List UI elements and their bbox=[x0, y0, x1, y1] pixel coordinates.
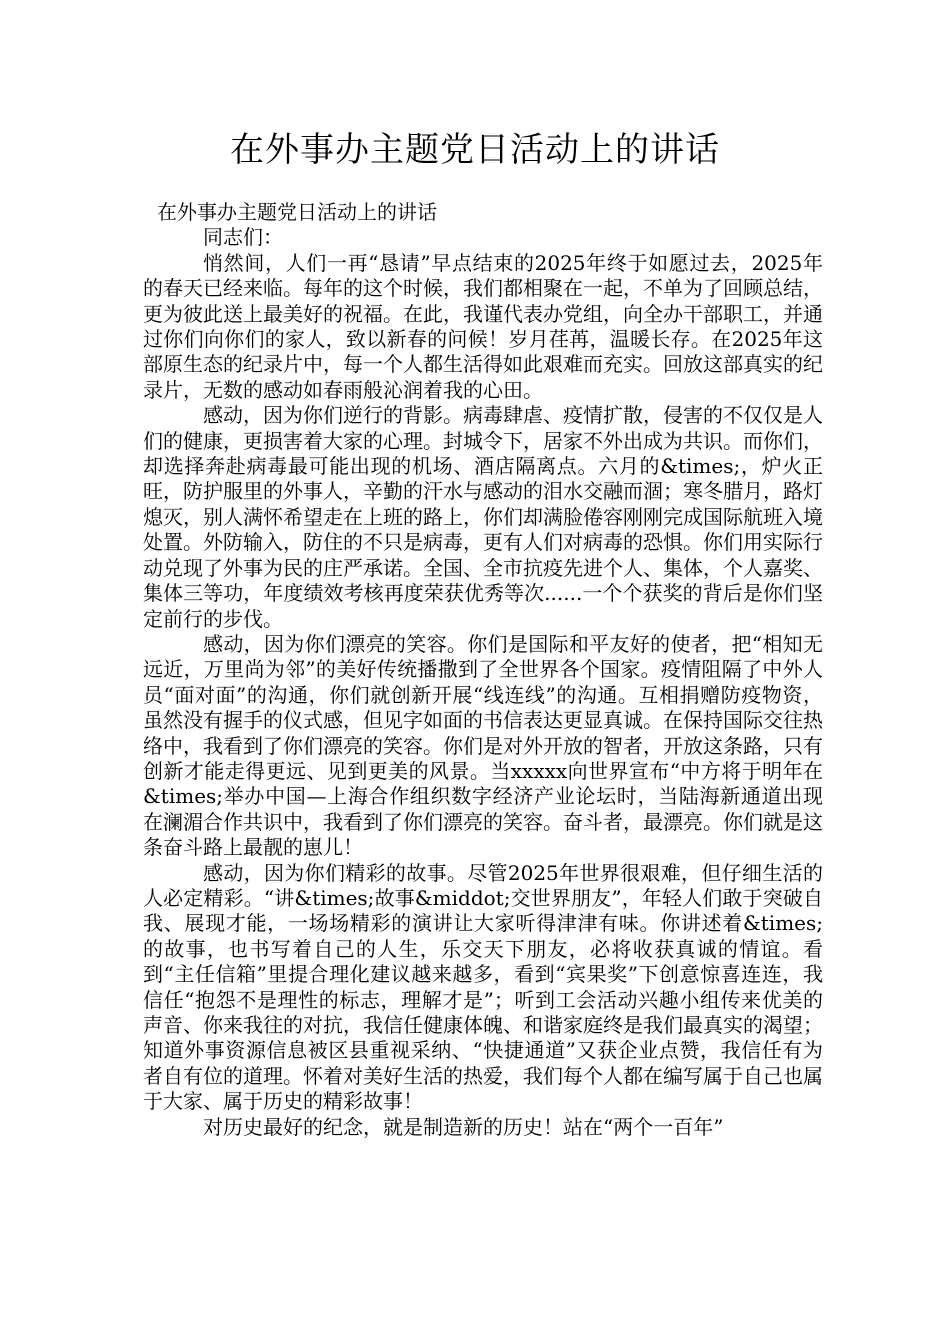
document-subtitle: 在外事办主题党日活动上的讲话 bbox=[157, 200, 437, 224]
paragraph-5: 对历史最好的纪念，就是制造新的历史！站在“两个一百年” bbox=[203, 1114, 724, 1139]
paragraph-2: 感动，因为你们逆行的背影。病毒肆虐、疫情扩散，侵害的不仅仅是人们的健康，更损害着大家的心理。封城令下，居家不外出成为共识。而你们，却选择奔赴病毒最可能出现的机场、酒店隔离点。六月的&times;，炉火正旺，防护服里的外事人，辛勤的汗水与感动的泪水交融而涸；寒冬腊月，路灯熄灭，别人满怀希望走在上班的路上，你们却满脸倦容刚刚完成国际航班入境处置。外防输入，防住的不只是病毒，更有人们对病毒的恐惧。你们用实际行动兑现了外事为民的庄严承诺。全国、全市抗疫先进个人、集体，个人嘉奖、集体三等功，年度绩效考核再度荣获优秀等次......一个个获奖的背后是你们坚定前行的步伐。 bbox=[143, 403, 823, 631]
document-body bbox=[143, 200, 823, 1140]
paragraph-1: 悄然间，人们一再“恳请”早点结束的2025年终于如愿过去，2025年的春天已经来临。每年的这个时候，我们都相聚在一起，不单为了回顾总结，更为彼此送上最美好的祝福。在此，我谨代表办党组，向全办干部职工，并通过你们向你们的家人，致以新春的问候！岁月荏苒，温暖长存。在2025年这部原生态的纪录片中，每一个人都生活得如此艰难而充实。回放这部真实的纪录片，无数的感动如春雨般沁润着我的心田。 bbox=[143, 250, 823, 402]
greeting: 同志们： bbox=[203, 225, 283, 250]
paragraph-4: 感动，因为你们精彩的故事。尽管2025年世界很艰难，但仔细生活的人必定精彩。“讲&times;故事&middot;交世界朋友”，年轻人们敢于突破自我、展现才能，一场场精彩的演讲让大家听得津津有味。你讲述着&times;的故事，也书写着自己的人生，乐交天下朋友，必将收获真诚的情谊。看到“主任信箱”里提合理化建议越来越多，看到“宾果奖”下创意惊喜连连，我信任“抱怨不是理性的标志，理解才是”；听到工会活动兴趣小组传来优美的声音、你来我往的对抗，我信任健康体魄、和谐家庭终是我们最真实的渴望；知道外事资源信息被区县重视采纳、“快捷通道”又获企业点赞，我信任有为者自有位的道理。怀着对美好生活的热爱，我们每个人都在编写属于自己也属于大家、属于历史的精彩故事！ bbox=[143, 860, 823, 1114]
paragraph-3: 感动，因为你们漂亮的笑容。你们是国际和平友好的使者，把“相知无远近，万里尚为邻”的美好传统播撒到了全世界各个国家。疫情阻隔了中外人员“面对面”的沟通，你们就创新开展“线连线”的沟通。互相捐赠防疫物资，虽然没有握手的仪式感，但见字如面的书信表达更显真诚。在保持国际交往热络中，我看到了你们漂亮的笑容。你们是对外开放的智者，开放这条路，只有创新才能走得更远、见到更美的风景。当xxxxx向世界宣布“中方将于明年在&times;举办中国—上海合作组织数字经济产业论坛时，当陆海新通道出现在澜湄合作共识中，我看到了你们漂亮的笑容。奋斗者，最漂亮。你们就是这条奋斗路上最靓的崽儿！ bbox=[143, 631, 823, 860]
document-title: 在外事办主题党日活动上的讲话 bbox=[230, 130, 720, 170]
